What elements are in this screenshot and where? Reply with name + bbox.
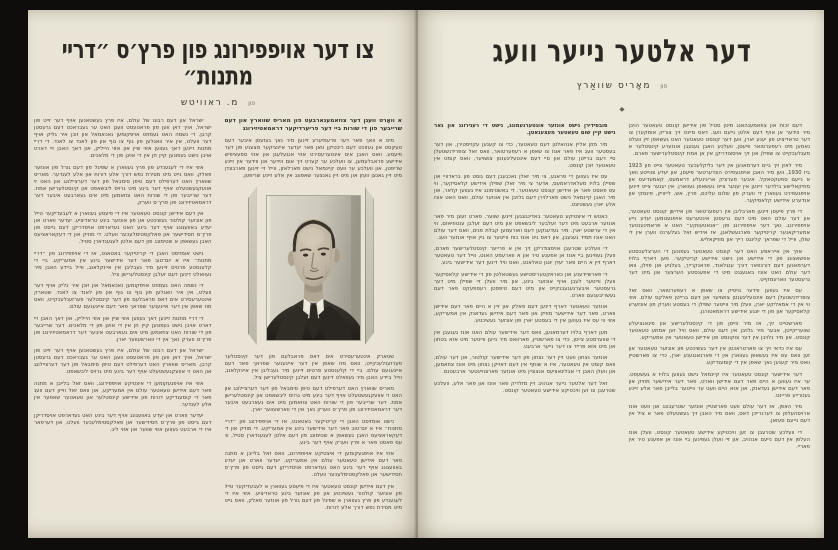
byline-author: מ. ראוויטש — [180, 98, 239, 108]
left-page-first-column — [225, 118, 403, 550]
body-paragraph: עס איז געווען די פראגע, צי מיר זאלן נאכגעבן דעם גוסט פון בראדוויי און שפילן בלויז מעלאדראמעס, אדער צי מיר זאלן שפילן אידישע קלאסיקער, ווי עס פאסט פאר אן אידישן קונסט טעאטער. די באשטימונג איז געווען קלאר, און מיר האבן קיינמאל נישט פארלוירן דעם גלויבן אין אונזער עולם, וואס האט אונז אלע יארן געשטיצט. — [434, 174, 616, 209]
body-paragraph: די נשמה האט געמוזט אויפקומען נאכאמאל און זוכן איר גליק אויף דער וועלט, אין איר וואגלען פון גוף צו גוף און פון לאנד צו לאנד. שטארק אינטערעסירט אים דאס פראבלעם פון דער קינסטלער פערזענלעכקייט, וואס מוז שאפן אין דער אייגענער שפראך פאר דעם אייגענעם עולם. — [34, 283, 212, 310]
column-text — [434, 123, 616, 395]
left-page — [28, 10, 418, 538]
left-page-columns — [34, 118, 402, 550]
body-paragraph: זאל דער אלטער נייער אנהויב זיין מזלדיק פאר אונז און פאר אלע, וועלכע שטרעבן צו זען וויכטיקע אידישע טעאטער קונסט. — [434, 380, 616, 394]
byline-prefix: פון — [660, 83, 668, 91]
body-paragraph: מאריס שווארץ האט דערפילט דעם טיפן סימבאל פון דער דערציילונג און האט זי אוועקגעשטעלט אויף דער בינע מיט גרויס ליבשאפט און קינסטלערישן אמת. דער שרייבער פון די שורות האט צוזאמען מיט אים געארבעט איבער דער דראמאטיזירונג פון פרץ׳ס ווערק נאך אין די ווארשעווער יארן. — [224, 386, 402, 414]
body-paragraph: די וועלכע שטרעבן אויסצודריקן זיך אין א פרייער קינסטלערישער פארם, וועלן געפינען ביי אונז אן אפענע טיר און א ווארעמע האנט, ווייל דער טעאטער דארף זיין א היים פאר יעדן יונגן טאלאנט, וואס וויל דינען דער אידישער בינע. — [434, 246, 616, 267]
portrait-photo — [267, 196, 360, 340]
diamond-glyph: ◆ — [619, 105, 625, 113]
body-paragraph: די וועלכע שטרעבן צו זען וויכטיקע אידישע טעאטער קונסט, וועלן אונז העלפן אין דעם נייעם אנהויב, און זיי וועלן געפינען ביי אונז אן אפענע טיר אין פאריי. — [628, 429, 810, 450]
body-paragraph: די דריי מתנות זיינען דאך געווען אזוי שיין און אזוי הייליק, און דאך האבן זיי דארט אויבן נישט געפונען קיין חן אין די אויגן פון די מלאכים. דער שרייבער פון די שורות האט צוזאמען מיט אים געארבעט איבער דער דראמאטיזירונג פון פרץ׳ס ווערק נאך אין די ווארשעווער יארן. — [34, 315, 212, 343]
body-paragraph: אזוי איז אויפגעקומען די איצטיקע אויפפירונג, וואס זאל בלייבן א מתנה פאר דעם אידישן טעאטער עולם אין אמעריקע. יעדער ווארט און יעדע באוועגונג אויף דער בינע האט געדארפט אויסדריקן דעם גייסט פון פרץ׳ס חסידישער און פאלקסטימלעכער וועלט. — [224, 451, 402, 479]
frame-left-bar — [248, 187, 257, 345]
column-text — [629, 123, 811, 451]
body-paragraph: דער אידישער קונסט טעאטער איז קיינמאל נישט געווען בלויז א געשעפט. ער איז געווען א היים פאר דעם אידישן ווארט, פאר דער אידישער מוזיק און פאר דעם אידישן געדאנק, און אזא היים וועט ער ווייטער בלייבן פאר אלע זיינע געטרייע פריינט. — [628, 371, 810, 399]
left-page-second-column — [34, 118, 212, 550]
byline-author: מאָריס שוואַרץ — [576, 81, 652, 92]
right-page-first-column — [629, 123, 811, 550]
body-paragraph: ישראל און דעם רבונו של עולם, איז פרץ געשטאנען אויף דער זייט פון ישראל, אויך דאן ווען פון פראטעסט וועגן האט ער געבראכט דעם גרעסטן קרבן. מאריס שווארץ האט דערפילט דעם טיפן סימבאל פון דער דערציילונג און האט זי אוועקגעשטעלט אויף דער בינע מיט גרויס ליבשאפט. — [34, 348, 212, 375]
byline-prefix: פון — [248, 100, 256, 107]
intro-paragraph: א וואָרט וועגן דער צוזאמענארבעט פון מאריס שווארץ און דעם שרייבער פון די שורות ביי דער פריערדיקער דראמאטיזירונג — [224, 118, 402, 132]
frame-right-bar — [365, 187, 374, 345]
body-paragraph: אין דעם אידישן קונסט טעאטער איז די פיעסע געווארן א לעבעדיקער טייל פון אונזער קולטור געשיכטע און פון אונזער בינע טראדיציע. יעדער ווארט און יעדע באוועגונג אויף דער בינע האט געדארפט אויסדריקן דעם גייסט פון פרץ׳ס חסידישער און פאלקסטימלעכער וועלט. די מוזיק און די דעקאראציעס האבן געשאפן א שטימונג פון דעם אלטן לעגענדארן סטיל. — [34, 211, 212, 245]
body-paragraph: אזוי איז אויפגעקומען די איצטיקע אויפפירונג, וואס זאל בלייבן א מתנה פאר דעם אידישן טעאטער עולם אין אמעריקע, און וואס זאל ווייזן דעם וועג פאר די קומענדיקע דורות פון אידישע קינסטלער און טעאטער שאפער אין אלע לענדער. — [34, 380, 212, 408]
body-paragraph: יעדער ווארט און יעדע באוועגונג אויף דער בינע האט געדארפט אויסדריקן דעם גייסט פון פרץ׳ס חסידישער און פאלקסטימלעכער וועלט, און דערפאר איז די ארבעט געווען אזוי שווער און אזוי ליב. — [34, 413, 212, 433]
body-paragraph: מיר לאזן זיך ביים דערמאנען אין דער גליקלעכער טעאטער צייט פון 1923 ביז 1930, ווען מיר האבן אויפגעפירט הונדערטער פיעסן, און יעדע צווייטע וואך א נייעם ספעקטאקל. איבער פערציק אריגינעלע דראמעס, קאמעדיעס און מוזיקאלישע בילדער זיינען אין יענער צייט געשאפן געווארן. אין יענער צייט זיינען אויפגעפירט געווארן די ווערק פון שלום עליכם, פרץ, אש, לייוויק, פינסקי און אנדערע אידישע קלאסיקער. — [628, 162, 810, 204]
left-article-title: צו דער אויפפירונג פון פרץ׳ס ״דריי מתנות״ — [61, 33, 375, 92]
body-paragraph: די פארשיידענע און כאראקטעריסטישע געשטאלטן פון די אידישע קלאסיקער וועלן ווייטער לעבן אויף אונזער בינע, און מיר וועלן זיי שפילן מיט דער גרעסטער איבערגעגעבנקייט און מיט דעם טיפסטן רעספעקט פאר דעם געשריבענעם ווארט. — [434, 271, 616, 299]
body-paragraph: דעם זכות און צוזאמענהאנג מיטן סטיל פון אידישן קונסט טעאטער הויבן מיר ווידער אן אויף דעם אלטן נייעם וועג. דאס מיינט זיך צוריק אומקערן צו דער טראדיציע פון יענע יארן, ווען דער קונסט טעאטער האט געשאפן זיין וועלט נאמען מיט רעפערטואר פיעסן, וועלכע האבן געגעבן אונזערע קינסטלער א מעגלעכקייט צו שפילן און זיך אויסצודריקן אין אן אמת קינסטלערישער פארם. — [628, 123, 810, 158]
right-page — [418, 10, 824, 538]
right-article-title: דער אלטער נייער וועג — [492, 33, 752, 70]
right-page-columns — [434, 123, 810, 550]
body-paragraph: נישט אומזיסט האבן די קריטיקער באטאנט, אז די אויפפירונג פון ״דריי מתנות״ איז א יום־טוב פאר דער אידישער בינע אין אמעריקע. די מוזיק און די דעקאראציעס האבן געשאפן א שטימונג פון דעם אלטן לעגענדארן סטיל, ווי עס פאסט פאר א פרץ ווערק אויף דער בינע. — [224, 418, 402, 446]
column-text — [34, 118, 212, 434]
body-paragraph: מיר מוזן אליין אנהאלטן דעם טעאטער, כדי צו קענען עקזיסטירן, און דער בעסטער וועג איז פאר אונז צו שאפן א רעפערטואר, וואס זאל צופרידנשטעלן סיי דעם ברייטן עולם און סיי דעם אינטעליגענטן צושויער, וואס קומט אין טעאטער זוכן קונסט. — [434, 141, 616, 169]
body-paragraph: פארשטייט זיך, אז מיר ווייסן פון די קינסטלערישע און פינאנציעלע שוועריקייטן, אבער מיר גלויבן אין דעם עולם, וואס וויל זען אמתע טעאטער קונסט, און מיר גלויבן אין דער צוקונפט פון אידישן טעאטער אין אמעריקע. — [628, 320, 810, 341]
body-paragraph: ישראל און דעם רבונו של עולם, איז פרץ געשטאנען אויף דער זייט פון ישראל, אויך דאן ווען פון פראטעסט וועגן האט ער געבראכט דעם גרעסטן קרבן. די נשמה האט געמוזט אויפקומען נאכאמאל און זוכן איר גליק אויף דער וועלט, אין איר וואגלען פון גוף צו גוף און פון לאנד צו לאנד. די דריי מתנות זיינען דאך געווען אזוי שיין און אזוי הייליק, און דאך האבן זיי דארט אויבן נישט געפונען קיין חן אין די אויגן פון די מלאכים. — [34, 118, 212, 159]
body-paragraph: עס איז כדאי זיך צו פארטראכטן אין דער געשיכטע פון אונזער טעאטער און זען וואס עס איז געשאפן געווארן אין די פארגאנגענע יארן, כדי צו פארשטיין וואס מיר קענען נאך שאפן אין די קומענדיקע. — [628, 346, 810, 367]
body-paragraph: מיט א וואך פאר דער פרעמיערע זיינען מיר נאך געזעסן איבער דעם טעקסט און געזוכט דעם ריכטיקן טאן פאר יעדער איינציקער סצענע פון דער פיעסע. וואס האבן אים אינטערעסירט אזוי אנגעלעגן און אזוי ספעציפיש אידישע פראבלעמען, צו וועלכע ער קערט זיך אום ווידער און ווידער אין זיינע שריפטן, און וועלכע ער וועט קיינמאל נישט פארלאזן, ווייל זיי זיינען פארבונדן מיט זיין גאנצן וועזן און מיט זיין גאנצער שאפונג אין אלע זיינע שריפטן. — [224, 138, 402, 180]
body-paragraph: אונזער טעאטער דארף דינען דעם פאלק און זיין א היים פאר דעם אידישן ווארט, פאר דער אידישער מוזיק און פאר דעם אידישן געדאנק אין אמעריקע, אזוי ווי עס איז געווען אין די בעסטע יארן פון אונזער געשיכטע. — [434, 304, 616, 325]
body-paragraph: אזוי איז די לעגענדע פון פרץ געווארן א שפיגל פון דעם גורל פון אונזער פאלק, וואס גייט מיט מסירת נפש דורך אלע דורות און אלע לענדער. מאריס שווארץ האט דערפילט דעם טיפן סימבאל פון דער דערציילונג און האט זי אוועקגעשטעלט אויף דער בינע מיט גרויס ליבשאפט און קינסטלערישן אמת. דער שרייבער פון די שורות האט צוזאמען מיט אים געארבעט איבער דער דראמאטיזירונג פון פרץ׳ס ווערק. — [34, 164, 212, 206]
right-page-second-column — [434, 123, 616, 550]
body-paragraph: מיר האפן, אז דער עולם וועט פארשטיין אונזער שטרעבונג און וועט אונז ארויסהעלפן צו דערגרייכן דאס, וואס מיר האבן זיך געשטעלט פאר א ציל אין דעם נייעם סעזאן. — [628, 404, 810, 425]
body-paragraph: די פרץ פיעסן זיינען פארבליבן אין רעפערטואר פון אידישן קונסט טעאטער, און דער עולם האט מיט דעם גרעסטן אינטערעס אויפגענומען יעדע נייע אויפפירונג. נאך דער אויפפירונג פון ״אנאטעווקע״ האט א פראמינענטער אמעריקאנער קריטיקער פארגעשלאגן, אז אידיש זאל געלערנט ווערן אין די שולן, ווייל די שפראך קלינגט רייך און מוזיקאליש. — [628, 209, 810, 244]
body-paragraph: נישט אומזיסט האבן די קריטיקער באטאנט, אז די אויפפירונג פון ״דריי מתנות״ איז א יום־טוב פאר דער אידישער בינע אין אמעריקע. ביי די קלענסטע פרטים זיינען מיר געבליבן אין איינקלאנג, ווייל ביידע האבן מיר געוואלט דינען דעם זעלבן קינסטלערישן ציל. — [34, 250, 212, 278]
body-paragraph: אין דעם אידישן קונסט טעאטער איז די פיעסע געווארן א לעבעדיקער טייל פון אונזער קולטור געשיכטע און פון אונזער בינע טראדיציע. אזוי איז די לעגענדע פון פרץ געווארן א שפיגל פון דעם גורל פון אונזער פאלק, וואס גייט מיט מסירת נפש דורך אלע דורות. — [224, 483, 402, 511]
body-paragraph: אונזער נצחון וועט זיין דער נצחון פון דער אידישער קולטור, און דער עולם, וואס קומט אין טעאטער, איז א שותף אין דעם דאזיקן נצחון מיט אונז צוזאמען, און וועלן האבן די אבליגאציעס אנצוגיין מיט אונזער פארצווייגטער ארבעטנס. — [434, 355, 616, 376]
body-paragraph: שטארק אינטערעסירט אים דאס פראבלעם פון דער קינסטלער פערזענלעכקייט, וואס מוז שאפן אין דער אייגענער שפראך פאר דעם אייגענעם עולם. ביי די קלענסטע פרטים זיינען מיר געבליבן אין איינקלאנג, ווייל ביידע האבן מיר געוואלט דינען דעם זעלבן קינסטלערישן ציל. — [224, 353, 402, 381]
right-article-byline — [434, 73, 810, 92]
column-text-below-photo — [225, 354, 403, 512]
portrait-photo-frame — [225, 185, 403, 349]
body-paragraph: מען דארף בלויז דערמאנען, וואס דער אידישער עולם האט אונז געגעבן אין די שווערסטע צייטן, כדי צו פארשטיין, פארוואס מיר גייען ווייטער מיט אזא בטחון און מיט אזא פרייד צו דער נייער ארבעט. — [434, 329, 616, 350]
diamond-ornament-icon — [434, 98, 810, 114]
body-paragraph: אויך אין אייראפע האט דער קונסט טעאטער געפונען די הערצלעכסטע אפשאצונג פון די אידישע און נישט אידישע קריטיקער. מען דארף בלויז דערמאנען דעם דורכפאר דורך ענגלאנד, פראנקרייך, בעלגיע און פוילן, וואו דער עולם האט אונז באגעגנט מיט די אפענסטע הערצער און מיט דער גרעסטער ווארעמקייט. — [628, 248, 810, 283]
column-text-above-photo — [225, 138, 403, 180]
left-article-byline — [34, 90, 402, 109]
body-paragraph: כאטש די איצטיקע טעאטער באדינגונגען זיינען שווער, פארט זעצן מיר פאר אונזער ארבעט מיט דער זעלבער ליבשאפט און מיט דעם זעלבן ענטוזיאזם, ווי אין די ערשטע יארן. מיר געדענקען דעם ווארעמען קבלת פנים, וואס דער עולם האט אונז תמיד געגעבן, און דאס גיט אונז כוח ווייטער צו גיין אויף אונזער וועג. — [434, 213, 616, 241]
body-paragraph: עס איז געווען ווידער נויטיק צו שאפן א רעפערטואר, וואס זאל צופרידנשטעלן דעם אינטעליגענטן צושויער און דעם ברייטן פאלקס עולם. אזוי ווי אין די אמאליקע יארן, וועלן מיר ווייטער שפילן די בעסטע ווערק פון אונזערע קלאסיקער און פון די יונגע אידישע דראמאטורגן. — [628, 288, 810, 316]
body-paragraph: סובסידירן נישט אונזער אונטערנעמונג, נישט די רעגירונג און גאר נישט קיין שום טעאטער מעצענאטן. — [434, 123, 616, 137]
